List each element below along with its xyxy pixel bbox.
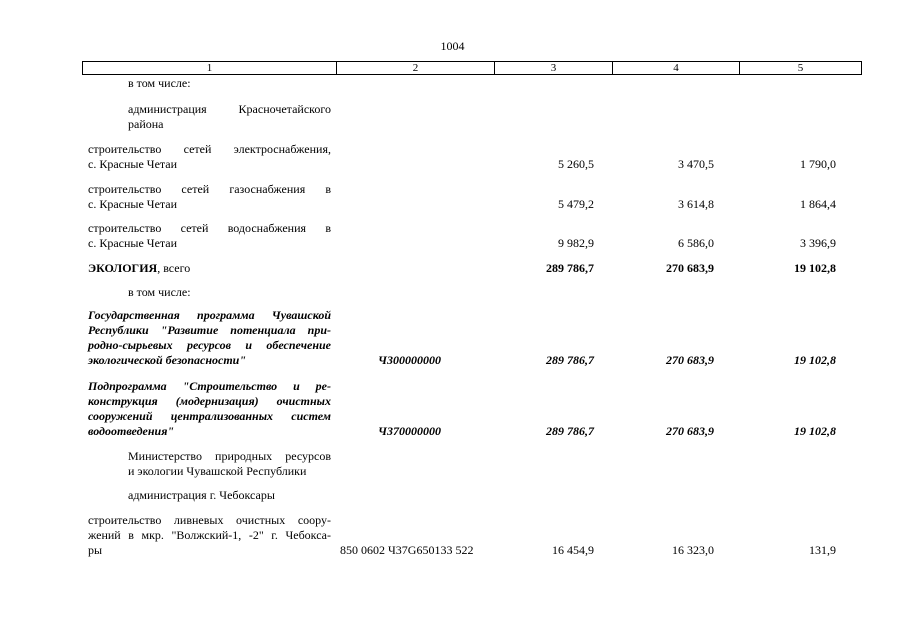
- cell-col-2: 850 0602 Ч37G650133 522: [340, 543, 474, 557]
- cell-col-3: 5 260,5: [558, 157, 594, 171]
- cell-col-2: Ч370000000: [378, 424, 441, 438]
- row-label: в том числе:: [128, 285, 191, 299]
- cell-col-4: 270 683,9: [666, 424, 714, 438]
- row-label-line: Министерство природных ресурсов: [128, 449, 331, 463]
- row-label-line: ры: [88, 543, 103, 557]
- row-label-line: сооружений централизованных систем: [88, 409, 331, 423]
- header-col-4: 4: [613, 62, 740, 74]
- row-label-line: с. Красные Четаи: [88, 236, 178, 250]
- cell-col-3: 5 479,2: [558, 197, 594, 211]
- row-label-line: строительство сетей электроснабжения,: [88, 142, 331, 156]
- row-label-line: строительство сетей газоснабжения в: [88, 182, 331, 196]
- cell-col-4: 3 470,5: [678, 157, 714, 171]
- cell-col-3: 289 786,7: [546, 424, 594, 438]
- row-label-line: конструкция (модернизация) очистных: [88, 394, 331, 408]
- cell-col-2: Ч300000000: [378, 353, 441, 367]
- row-label-line: и экологии Чувашской Республики: [128, 464, 307, 478]
- row-label-line: строительство ливневых очистных соору-: [88, 513, 331, 527]
- row-label-line: строительство сетей водоснабжения в: [88, 221, 331, 235]
- cell-col-3: 9 982,9: [558, 236, 594, 250]
- table-header: [82, 61, 862, 75]
- row-label-line: Республики "Развитие потенциала при-: [88, 323, 331, 337]
- row-label-line: администрация Красночетайского: [128, 102, 331, 116]
- row-label-line: с. Красные Четаи: [88, 157, 178, 171]
- cell-col-5: 19 102,8: [794, 424, 836, 438]
- header-col-3: 3: [495, 62, 613, 74]
- row-label-line: с. Красные Четаи: [88, 197, 178, 211]
- row-label-line: жений в мкр. "Волжский-1, -2" г. Чебокса-: [88, 528, 331, 542]
- cell-col-4: 6 586,0: [678, 236, 714, 250]
- row-label-line: экологической безопасности": [88, 353, 246, 367]
- row-label: [88, 261, 190, 276]
- cell-col-4: 270 683,9: [666, 353, 714, 367]
- cell-col-5: 3 396,9: [800, 236, 836, 250]
- cell-col-5: 19 102,8: [794, 261, 836, 275]
- cell-col-5: 1 864,4: [800, 197, 836, 211]
- row-label-line: родно-сырьевых ресурсов и обеспечение: [88, 338, 331, 352]
- row-label-line: Государственная программа Чувашской: [88, 308, 331, 322]
- row-label-line: водоотведения": [88, 424, 175, 438]
- cell-col-5: 19 102,8: [794, 353, 836, 367]
- section-title: ЭКОЛОГИЯ: [88, 261, 158, 275]
- row-label-line: района: [128, 117, 164, 131]
- cell-col-3: 289 786,7: [546, 261, 594, 275]
- section-title-suffix: , всего: [157, 261, 191, 275]
- cell-col-4: 270 683,9: [666, 261, 714, 275]
- header-col-2: 2: [337, 62, 495, 74]
- cell-col-4: 3 614,8: [678, 197, 714, 211]
- header-col-1: 1: [83, 62, 337, 74]
- cell-col-3: 16 454,9: [552, 543, 594, 557]
- cell-col-5: 131,9: [809, 543, 836, 557]
- page-number: 1004: [440, 39, 465, 53]
- cell-col-5: 1 790,0: [800, 157, 836, 171]
- cell-col-4: 16 323,0: [672, 543, 714, 557]
- row-label: в том числе:: [128, 76, 191, 90]
- row-label-line: Подпрограмма "Строительство и ре-: [88, 379, 331, 393]
- row-label: администрация г. Чебоксары: [128, 488, 275, 502]
- header-col-5: 5: [797, 62, 804, 74]
- cell-col-3: 289 786,7: [546, 353, 594, 367]
